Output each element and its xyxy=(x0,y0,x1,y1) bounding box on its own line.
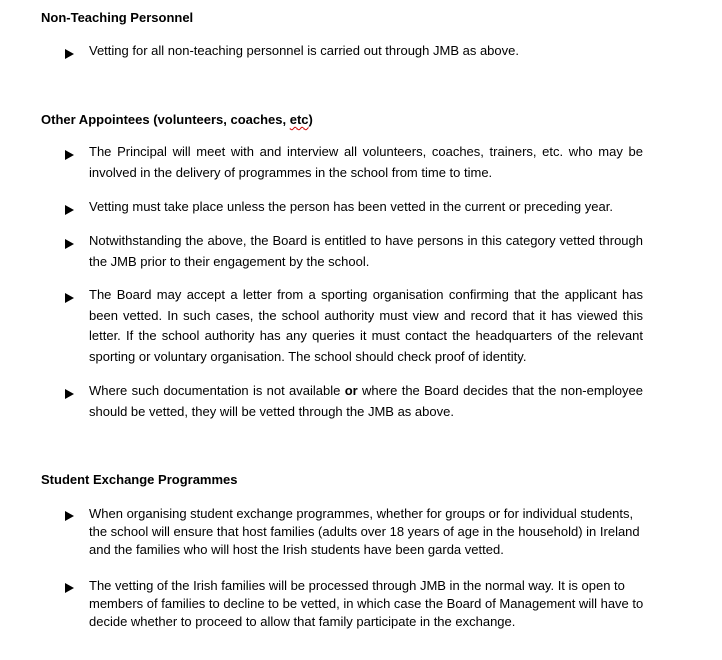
list-item: When organising student exchange programmes, whether for groups or for individual students, the school will ensure that host families (adults over 18 years of age in the household) in Ireland and the families who will host the Irish students have been garda vetted. xyxy=(89,506,640,557)
list-item xyxy=(89,381,643,422)
list-item: Vetting must take place unless the person has been vetted in the current or preceding year. xyxy=(89,199,613,214)
section-heading-other-appointees xyxy=(41,112,313,128)
section-heading-non-teaching: Non-Teaching Personnel xyxy=(41,10,194,25)
arrowhead-bullet-icon xyxy=(65,384,79,400)
spellcheck-word: etc xyxy=(289,112,309,127)
list-item: The Board may accept a letter from a sporting organisation confirming that the applicant has been vetted. In such cases, the school authority must view and record that it has viewed this letter. If the school authority has any queries it must contact the headquarters of the relevant sporting or voluntary organisation. The school should check proof of identity. xyxy=(89,287,643,364)
list-item: Notwithstanding the above, the Board is entitled to have persons in this category vetted through the JMB prior to their engagement by the school. xyxy=(89,233,643,269)
emphasis-text: or xyxy=(344,383,358,398)
list-item-text-end: where the Board decides that the non-employee should be vetted, they will be vetted through the JMB as above. xyxy=(89,383,643,419)
arrowhead-bullet-icon xyxy=(65,288,79,304)
arrowhead-bullet-icon xyxy=(65,44,79,60)
list-item: The Principal will meet with and interview all volunteers, coaches, trainers, etc. who may be involved in the delivery of programmes in the school from time to time. xyxy=(89,144,643,180)
list-item: Vetting for all non-teaching personnel is carried out through JMB as above. xyxy=(89,43,519,58)
list-item-text: Where such documentation is not available xyxy=(89,383,345,398)
section-heading-student-exchange: Student Exchange Programmes xyxy=(41,472,238,487)
heading-text: Other Appointees (volunteers, coaches, xyxy=(41,112,290,127)
list-item: The vetting of the Irish families will be processed through JMB in the normal way. It is open to members of families to decline to be vetted, in which case the Board of Management will have to decide whether to proceed to allow that family participate in the exchange. xyxy=(89,578,644,629)
arrowhead-bullet-icon xyxy=(65,200,79,216)
arrowhead-bullet-icon xyxy=(65,145,79,161)
arrowhead-bullet-icon xyxy=(65,578,79,594)
heading-text-end: ) xyxy=(308,112,313,127)
arrowhead-bullet-icon xyxy=(65,506,79,522)
arrowhead-bullet-icon xyxy=(65,234,79,250)
